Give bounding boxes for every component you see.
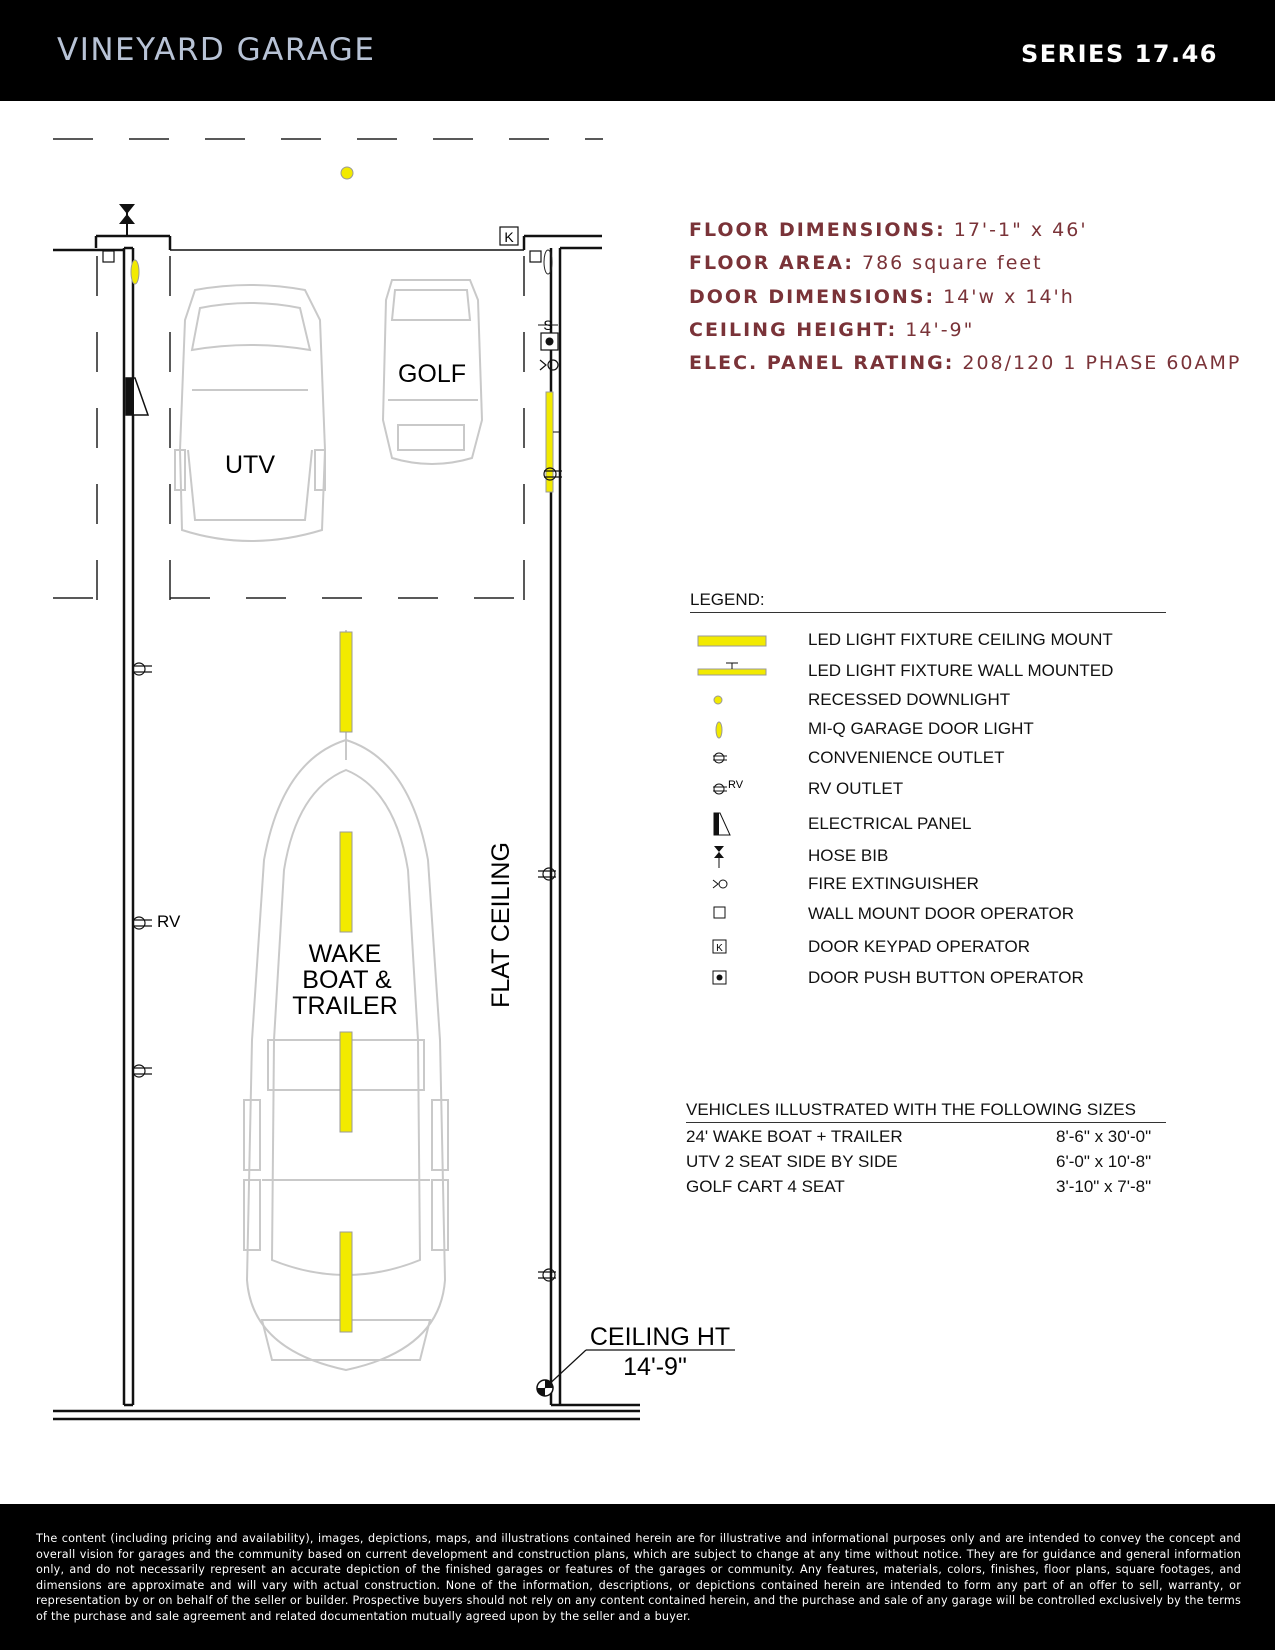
ceiling-ht-value: 14'-9" <box>623 1353 687 1381</box>
convenience-outlet-icon <box>690 746 770 770</box>
utv-outline <box>175 285 325 541</box>
vehicle-sizes-table <box>686 1100 1166 1198</box>
recessed-downlight-icon <box>690 688 770 712</box>
legend-label: DOOR KEYPAD OPERATOR <box>808 937 1030 956</box>
fire-extinguisher-icon <box>540 360 558 370</box>
spec-key: CEILING HEIGHT: <box>689 318 898 341</box>
boat-label-line-1: WAKE <box>308 940 382 968</box>
hose-bib-icon <box>119 204 135 236</box>
legend-label: HOSE BIB <box>808 846 889 865</box>
legend-title: LEGEND: <box>690 590 1166 613</box>
spec-key: DOOR DIMENSIONS: <box>689 285 936 308</box>
boat-label-line-2: BOAT & <box>302 966 392 994</box>
spec-value: 14'-9" <box>905 318 975 341</box>
convenience-outlet-icon <box>133 663 152 675</box>
wall-mount-operator-icon <box>690 902 770 926</box>
led-ceiling-fixture-icon <box>340 1032 352 1132</box>
utv-label: UTV <box>225 451 275 479</box>
keypad-operator-icon <box>500 227 518 245</box>
legend-label: LED LIGHT FIXTURE WALL MOUNTED <box>808 661 1114 680</box>
flat-ceiling-label: FLAT CEILING <box>487 842 515 1008</box>
led-ceiling-fixture-icon <box>340 632 352 732</box>
spec-floor-area <box>689 247 1241 280</box>
legend-label: ELECTRICAL PANEL <box>808 814 972 833</box>
legend-label: WALL MOUNT DOOR OPERATOR <box>808 904 1075 923</box>
vehicle-name: 24' WAKE BOAT + TRAILER <box>686 1127 903 1146</box>
spec-list <box>689 214 1241 380</box>
spec-door-dimensions <box>689 281 1241 314</box>
legend-item-panel <box>690 812 1166 836</box>
footer-bar <box>0 1504 1275 1650</box>
vehicle-size: 3'-10" x 7'-8" <box>1056 1177 1152 1196</box>
led-ceiling-fixture-icon <box>690 628 770 652</box>
legend-item-outlet <box>690 746 1166 770</box>
vehicle-table-title: VEHICLES ILLUSTRATED WITH THE FOLLOWING SIZES <box>686 1100 1166 1123</box>
legend-item-extinguisher <box>690 872 1166 896</box>
spec-value: 14'w x 14'h <box>943 285 1075 308</box>
disclaimer-text: The content (including pricing and availability), images, depictions, maps, and illustrations contained herein are for illustrative and informational purposes only and are intended to convey the concept and overall vision for garages and the community based on current development and construction plans, which are subject to change at any time without notice. They are for guidance and general information only, and do not necessarily represent an accurate depiction of the finished garages or features of the garages or community. Any features, materials, colors, finishes, floor plans, square footages, and dimensions are approximate and will vary with actual construction. None of the information, descriptions, or depictions contained herein are intended to form any part of an offer to sell, warranty, or representation by or on behalf of the seller or builder. Prospective buyers should not rely on any content contained herein, and the purchase and sale of any garage will be controlled exclusively by the terms of the purchase and sale agreement and related documentation mutually agreed upon by the seller and a buyer. <box>36 1532 1241 1623</box>
spec-ceiling-height <box>689 314 1241 347</box>
garage-door-light-icon <box>690 717 770 741</box>
vehicle-name: GOLF CART 4 SEAT <box>686 1177 845 1196</box>
boat-label-line-3: TRAILER <box>292 992 398 1020</box>
legend-label: CONVENIENCE OUTLET <box>808 748 1005 767</box>
spec-value: 786 square feet <box>861 252 1043 275</box>
series-label: SERIES 17.46 <box>1020 40 1218 68</box>
legend-item-led-wall <box>690 659 1166 683</box>
convenience-outlet-icon <box>133 1065 152 1077</box>
electrical-panel-icon <box>126 378 148 415</box>
push-button-operator-icon <box>541 333 558 350</box>
wall-mount-operator-icon <box>530 251 541 262</box>
legend-label: RECESSED DOWNLIGHT <box>808 690 1011 709</box>
golf-label: GOLF <box>397 360 467 388</box>
header-bar <box>0 0 1275 101</box>
vehicle-size: 6'-0" x 10'-8" <box>1056 1152 1152 1171</box>
legend-item-door-light <box>690 717 1166 741</box>
hose-bib-icon <box>690 844 770 868</box>
legend-label: MI-Q GARAGE DOOR LIGHT <box>808 719 1034 738</box>
svg-text:K: K <box>504 229 514 245</box>
legend-label: RV OUTLET <box>808 779 904 798</box>
fire-extinguisher-icon <box>690 872 770 896</box>
ceiling-ht-label: CEILING HT <box>589 1323 731 1351</box>
electrical-panel-icon <box>690 812 770 836</box>
legend <box>690 590 1166 987</box>
vehicle-row <box>686 1148 1166 1173</box>
spec-floor-dimensions <box>689 214 1241 247</box>
garage-door-light-icon <box>131 260 139 284</box>
spec-value: 208/120 1 PHASE 60AMP <box>962 352 1242 375</box>
spec-panel-rating <box>689 347 1241 380</box>
rv-outlet-icon <box>133 917 152 929</box>
spec-key: FLOOR DIMENSIONS: <box>689 219 946 241</box>
recessed-downlight-icon <box>341 167 353 179</box>
keypad-operator-icon <box>690 935 770 959</box>
push-button-operator-icon <box>690 966 770 990</box>
rv-outlet-icon <box>690 777 770 801</box>
vehicle-row <box>686 1123 1166 1148</box>
legend-item-keypad <box>690 935 1166 959</box>
legend-item-wall-operator <box>690 902 1166 926</box>
svg-text:RV: RV <box>728 779 744 791</box>
spec-value: 17'-1" x 46' <box>953 219 1088 241</box>
spec-key: FLOOR AREA: <box>689 252 854 275</box>
convenience-outlet-icon <box>538 1269 556 1281</box>
legend-item-hose-bib <box>690 844 1166 868</box>
spec-key: ELEC. PANEL RATING: <box>689 352 955 375</box>
svg-text:K: K <box>716 943 723 954</box>
legend-label: DOOR PUSH BUTTON OPERATOR <box>808 968 1084 987</box>
wall-mount-operator-icon <box>103 251 114 262</box>
vehicle-size: 8'-6" x 30'-0" <box>1056 1127 1152 1146</box>
led-ceiling-fixture-icon <box>340 832 352 932</box>
led-ceiling-fixture-icon <box>340 1232 352 1332</box>
legend-item-led-ceiling <box>690 628 1166 652</box>
vehicle-row <box>686 1173 1166 1198</box>
legend-label: LED LIGHT FIXTURE CEILING MOUNT <box>808 630 1113 649</box>
switch-label: S <box>543 317 553 333</box>
legend-label: FIRE EXTINGUISHER <box>808 874 979 893</box>
convenience-outlet-icon <box>538 868 556 880</box>
rv-label: RV <box>157 912 181 931</box>
legend-item-rv-outlet <box>690 777 1166 801</box>
legend-item-push-button <box>690 966 1166 990</box>
legend-item-downlight <box>690 688 1166 712</box>
led-wall-fixture-icon <box>690 659 770 683</box>
vehicle-name: UTV 2 SEAT SIDE BY SIDE <box>686 1152 898 1171</box>
brand-title: VINEYARD GARAGE <box>57 32 376 68</box>
